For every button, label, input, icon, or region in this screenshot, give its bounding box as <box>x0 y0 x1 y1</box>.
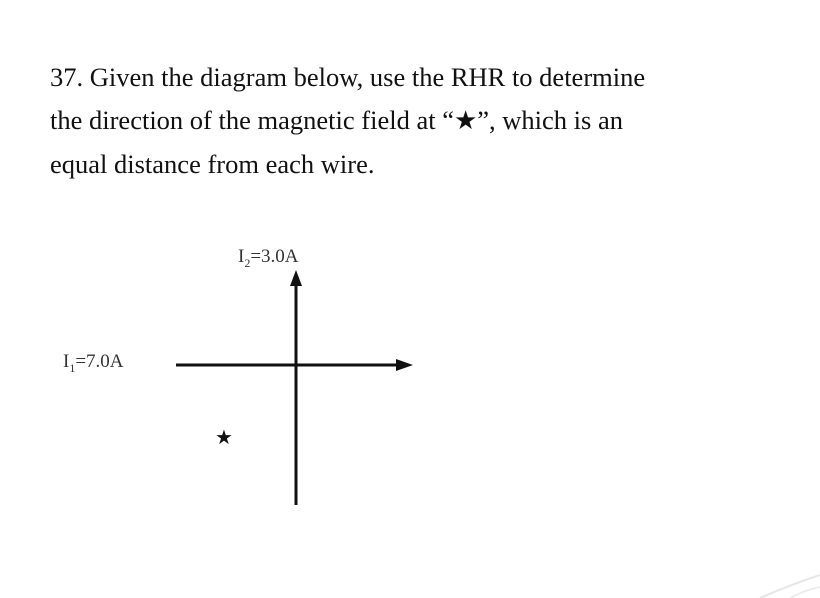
star-point: ★ <box>215 425 233 449</box>
wire-1-arrowhead <box>396 359 413 371</box>
page-curl-decoration <box>760 575 820 598</box>
question-line-1: 37. Given the diagram below, use the RHR to determine <box>50 62 646 92</box>
wire-2-arrowhead <box>290 270 302 286</box>
wire-1-label <box>63 351 124 375</box>
wire-2-label-subscript: 2 <box>244 256 251 270</box>
star-symbol-inline: ★ <box>453 106 478 136</box>
question-line-3: equal distance from each wire. <box>50 149 375 179</box>
page-curl-decoration-2 <box>790 587 820 598</box>
wire-1-label-subscript: 1 <box>69 361 76 375</box>
question-line-2-end: ”, which is an <box>477 105 623 135</box>
wire-1-label-main: I <box>63 351 70 372</box>
wire-1-label-value: =7.0A <box>75 351 124 372</box>
question-line-2-start: the direction of the magnetic field at “ <box>50 105 454 135</box>
wire-2-label-main: I <box>238 246 245 267</box>
wire-2-label <box>238 246 299 270</box>
wire-2-label-value: =3.0A <box>250 246 299 267</box>
